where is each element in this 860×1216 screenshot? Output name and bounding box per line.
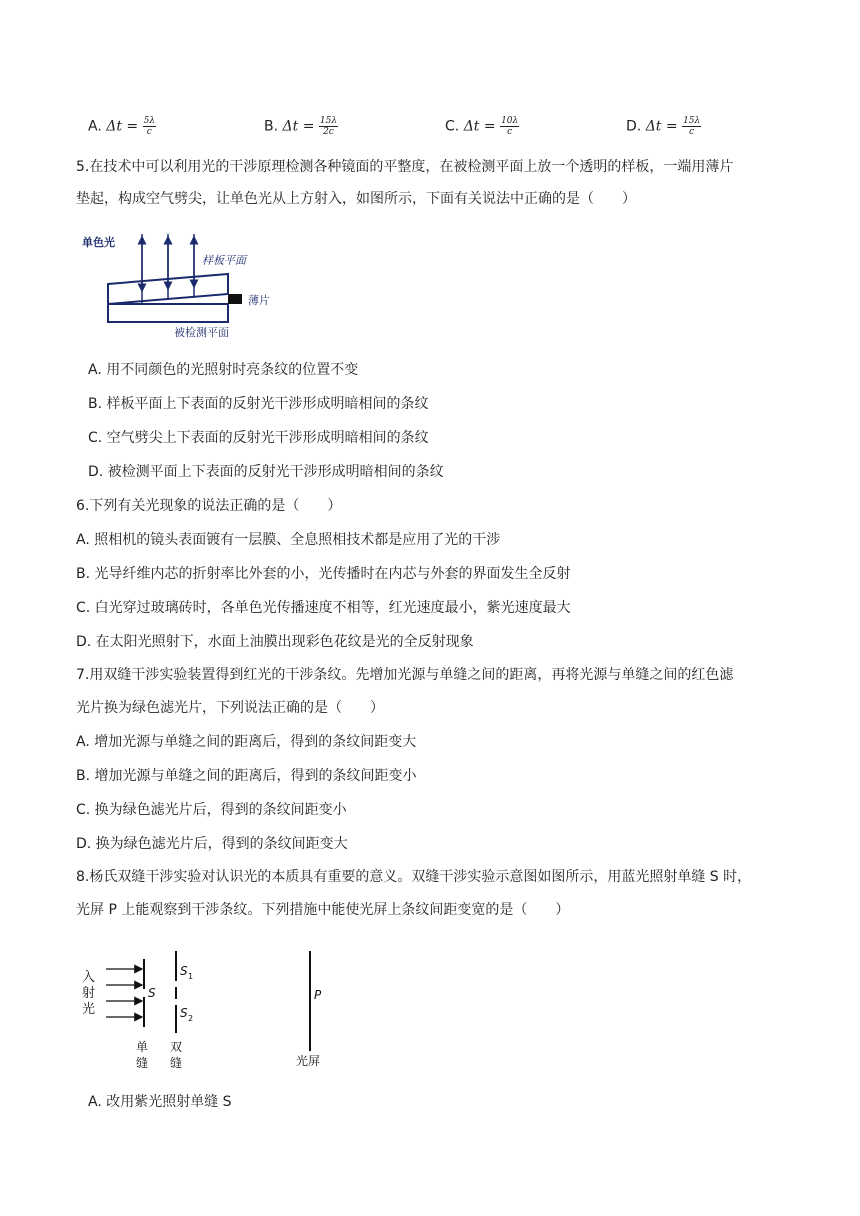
q5-option-a[interactable]: A. 用不同颜色的光照射时亮条纹的位置不变 [88,362,359,378]
label-S1-sub: 1 [188,972,194,981]
label-S2-sub: 2 [188,1014,194,1023]
q6-stem: 6.下列有关光现象的说法正确的是（ ） [76,498,342,514]
q5-option-d[interactable]: D. 被检测平面上下表面的反射光干涉形成明暗相间的条纹 [88,464,444,480]
fraction: $\frac{15\lambda}{c}$ [683,116,701,137]
fraction: $\frac{15\lambda}{2c}$ [319,116,338,137]
fraction: $\frac{10\lambda}{c}$ [501,116,519,137]
q8-stem-line1: 8.杨氏双缝干涉实验对认识光的本质具有重要的意义。双缝干涉实验示意图如图所示，用蓝光照射单缝 S 时， [76,869,752,885]
label-tested-plane: 被检测平面 [174,326,229,339]
label-shim: 薄片 [248,294,270,307]
q5-stem-line1: 5.在技术中可以利用光的干涉原理检测各种镜面的平整度，在被检测平面上放一个透明的样板，一端用薄片 [76,159,734,175]
label-screen: 光屏 [296,1054,321,1068]
double-slit-figure [76,945,356,1075]
label-incident-2: 射 [82,986,96,1001]
q7-option-d[interactable]: D. 换为绿色滤光片后，得到的条纹间距变大 [76,836,348,852]
q6-option-d[interactable]: D. 在太阳光照射下，水面上油膜出现彩色花纹是光的全反射现象 [76,634,474,650]
label-S: S [148,986,156,1000]
label-sample-plane: 样板平面 [202,254,246,267]
q8-option-a[interactable]: A. 改用紫光照射单缝 S [88,1094,232,1110]
q4-option-d[interactable]: D. Δt = $\frac{15\lambda}{c}$ [626,116,701,137]
q5-option-c[interactable]: C. 空气劈尖上下表面的反射光干涉形成明暗相间的条纹 [88,430,429,446]
label-single-2: 缝 [136,1056,149,1070]
q7-stem-line1: 7.用双缝干涉实验装置得到红光的干涉条纹。先增加光源与单缝之间的距离，再将光源与单缝之间的红色滤 [76,667,734,683]
q7-option-c[interactable]: C. 换为绿色滤光片后，得到的条纹间距变小 [76,802,347,818]
label-incident-3: 光 [82,1002,96,1017]
label-double-2: 缝 [170,1056,183,1070]
air-wedge-figure [76,228,286,343]
label-incident-1: 入 [82,970,96,985]
label-P: P [314,988,322,1002]
q4-option-b[interactable]: B. Δt = $\frac{15\lambda}{2c}$ [264,116,338,137]
label-single-1: 单 [136,1040,149,1054]
q6-option-b[interactable]: B. 光导纤维内芯的折射率比外套的小，光传播时在内芯与外套的界面发生全反射 [76,566,571,582]
fraction: $\frac{5\lambda}{c}$ [143,116,156,137]
label-monochromatic-light: 单色光 [82,236,115,249]
q4-options-row [0,116,860,142]
q7-option-b[interactable]: B. 增加光源与单缝之间的距离后，得到的条纹间距变小 [76,768,417,784]
label-S1: S [180,964,188,978]
q5-option-b[interactable]: B. 样板平面上下表面的反射光干涉形成明暗相间的条纹 [88,396,429,412]
label-double-1: 双 [170,1040,183,1054]
q6-option-c[interactable]: C. 白光穿过玻璃砖时，各单色光传播速度不相等，红光速度最小，紫光速度最大 [76,600,571,616]
label-S2: S [180,1006,188,1020]
q7-stem-line2: 光片换为绿色滤光片，下列说法正确的是（ ） [76,700,384,716]
q4-option-c[interactable]: C. Δt = $\frac{10\lambda}{c}$ [445,116,519,137]
q4-option-a[interactable]: A. Δt = $\frac{5\lambda}{c}$ [88,116,156,137]
q5-stem-line2: 垫起，构成空气劈尖，让单色光从上方射入，如图所示，下面有关说法中正确的是（ ） [76,191,636,207]
q7-option-a[interactable]: A. 增加光源与单缝之间的距离后，得到的条纹间距变大 [76,734,417,750]
q8-stem-line2: 光屏 P 上能观察到干涉条纹。下列措施中能使光屏上条纹间距变宽的是（ ） [76,902,570,918]
q6-option-a[interactable]: A. 照相机的镜头表面镀有一层膜、全息照相技术都是应用了光的干涉 [76,532,501,548]
